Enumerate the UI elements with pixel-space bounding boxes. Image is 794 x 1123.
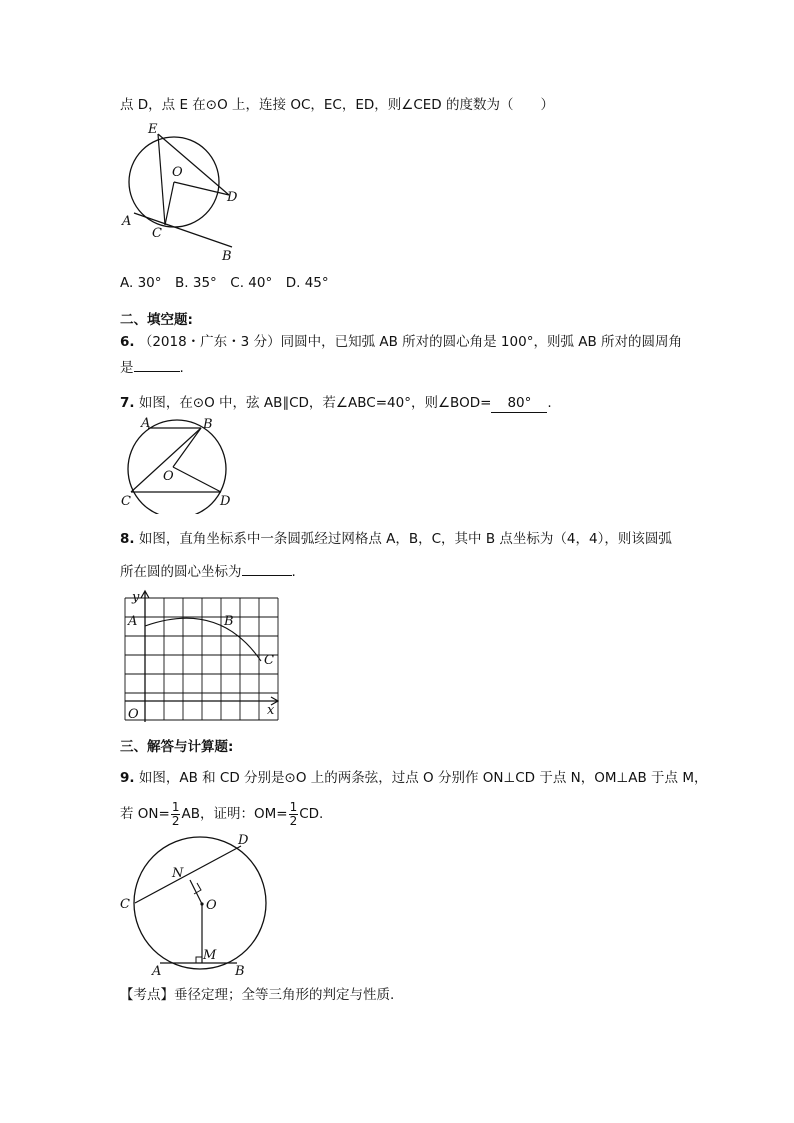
q9-label-d: D — [238, 833, 249, 848]
q7-answer: 80° — [491, 394, 547, 413]
q5-label-b: B — [222, 249, 232, 264]
q6-text: （2018・广东・3 分）同圆中，已知弧 AB 所对的圆心角是 100°，则弧 AB 所对的圆周角 — [138, 334, 683, 350]
q9-label-n: N — [172, 866, 184, 881]
q9-label-c: C — [120, 897, 130, 912]
q9-label-a: A — [152, 964, 162, 979]
q5-options: A. 30° B. 35° C. 40° D. 45° — [120, 275, 329, 291]
q8-text: 如图，直角坐标系中一条圆弧经过网格点 A，B，C，其中 B 点坐标为（4，4），则该圆弧 — [138, 531, 672, 547]
q5-label-e: E — [148, 122, 158, 137]
q7-number: 7. — [120, 395, 135, 411]
q9-number: 9. — [120, 770, 135, 786]
q7-label-a: A — [141, 416, 151, 431]
q5-label-a: A — [122, 214, 132, 229]
q7-line — [120, 394, 552, 413]
q8-label-c: C — [264, 653, 274, 668]
q9-label-o: O — [206, 898, 217, 913]
q6-number: 6. — [120, 334, 135, 350]
q9-line1 — [120, 769, 708, 787]
q7-figure — [115, 414, 245, 514]
q9-label-b: B — [235, 964, 245, 979]
q8-suffix: . — [291, 564, 296, 580]
q7-label-d: D — [220, 494, 231, 509]
q5-stem: 点 D，点 E 在⊙O 上，连接 OC，EC，ED，则∠CED 的度数为（ ） — [120, 97, 554, 113]
q8-line2 — [120, 563, 296, 581]
q9-fraction-1: $\frac{1}{2}$ — [171, 799, 180, 828]
q9-line2-c: CD. — [299, 806, 324, 822]
q8-line1 — [120, 530, 672, 548]
q8-number: 8. — [120, 531, 135, 547]
q9-text: 如图，AB 和 CD 分别是⊙O 上的两条弦，过点 O 分别作 ON⊥CD 于点 N，OM⊥AB 于点 M， — [138, 770, 708, 786]
q6-line2-suffix: . — [179, 360, 184, 376]
q9-line2-b: AB，证明：OM= — [181, 806, 288, 822]
q9-fraction-2: $\frac{1}{2}$ — [289, 799, 298, 828]
q7-label-b: B — [203, 417, 213, 432]
q5-label-d: D — [227, 190, 238, 205]
q9-figure — [112, 832, 277, 982]
section2-title: 二、填空题: — [120, 312, 193, 328]
q8-label-o: O — [128, 707, 139, 722]
q9-line2-a: 若 ON= — [120, 806, 170, 822]
section3-title: 三、解答与计算题: — [120, 739, 234, 755]
q5-label-c: C — [152, 226, 162, 241]
q7-suffix: . — [547, 395, 552, 411]
q7-label-o: O — [163, 469, 174, 484]
q8-label-y: y — [132, 590, 140, 605]
q6-answer-blank — [134, 371, 180, 372]
q7-text: 如图，在⊙O 中，弦 AB∥CD，若∠ABC=40°，则∠BOD= — [138, 395, 492, 411]
q6-line2-prefix: 是 — [120, 360, 134, 376]
kaodian: 【考点】垂径定理；全等三角形的判定与性质. — [120, 987, 395, 1003]
q9-line2 — [120, 800, 323, 828]
q8-figure — [118, 588, 284, 724]
q8-label-b: B — [224, 614, 234, 629]
q5-figure — [110, 118, 250, 268]
q8-label-a: A — [128, 614, 138, 629]
q8-answer-blank — [242, 575, 292, 576]
q7-label-c: C — [121, 494, 131, 509]
q9-label-m: M — [203, 948, 217, 963]
q5-label-o: O — [172, 165, 183, 180]
q8-line2-text: 所在圆的圆心坐标为 — [120, 564, 242, 580]
q8-label-x: x — [267, 703, 275, 718]
q6-line1 — [120, 333, 682, 351]
q6-line2 — [120, 359, 184, 377]
